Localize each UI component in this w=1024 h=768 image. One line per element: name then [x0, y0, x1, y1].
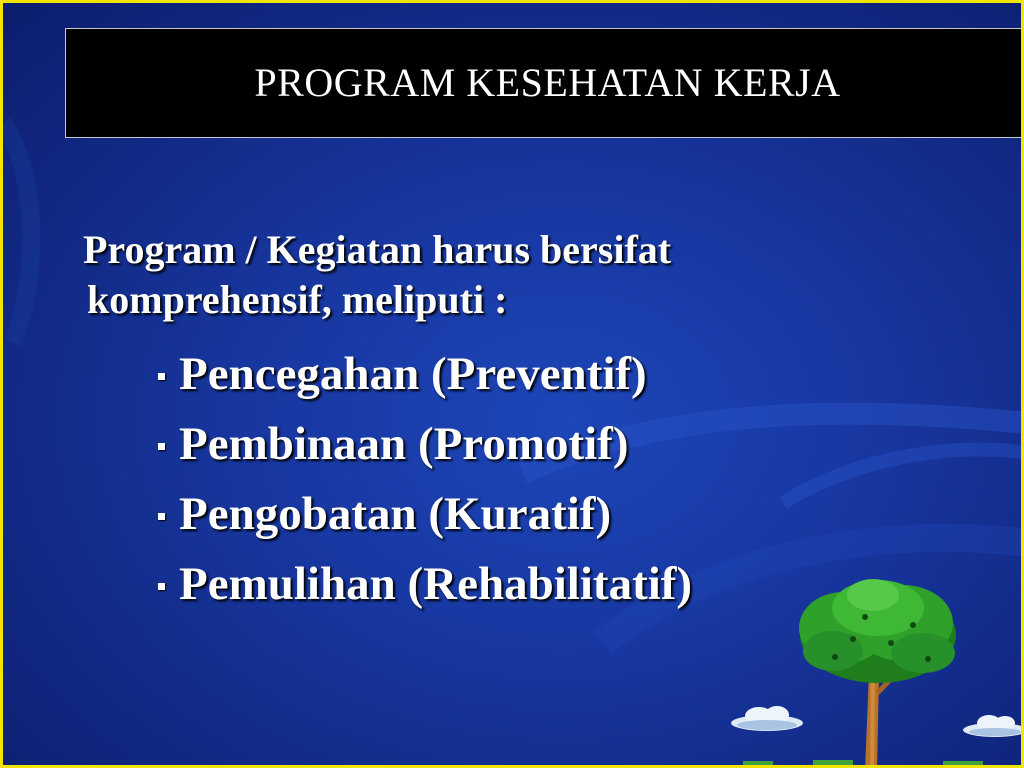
intro-text: [83, 225, 783, 325]
bullet-square-icon: [158, 373, 165, 380]
bullet-item: [158, 479, 692, 549]
intro-line-2: komprehensif, meliputi :: [87, 277, 508, 322]
bullet-label: Pemulihan (Rehabilitatif): [179, 558, 693, 610]
bullet-list: [158, 339, 692, 619]
tree-icon: [723, 573, 1023, 768]
slide-title: PROGRAM KESEHATAN KERJA: [254, 60, 841, 105]
intro-line-1: Program / Kegiatan harus bersifat: [83, 227, 672, 272]
bullet-item: [158, 549, 692, 619]
bullet-label: Pencegahan (Preventif): [179, 348, 647, 400]
bullet-square-icon: [158, 513, 165, 520]
bullet-label: Pengobatan (Kuratif): [179, 488, 612, 540]
bullet-square-icon: [158, 583, 165, 590]
bullet-item: [158, 339, 692, 409]
bullet-item: [158, 409, 692, 479]
bullet-label: Pembinaan (Promotif): [179, 418, 629, 470]
title-box: [65, 28, 1024, 138]
bullet-square-icon: [158, 443, 165, 450]
